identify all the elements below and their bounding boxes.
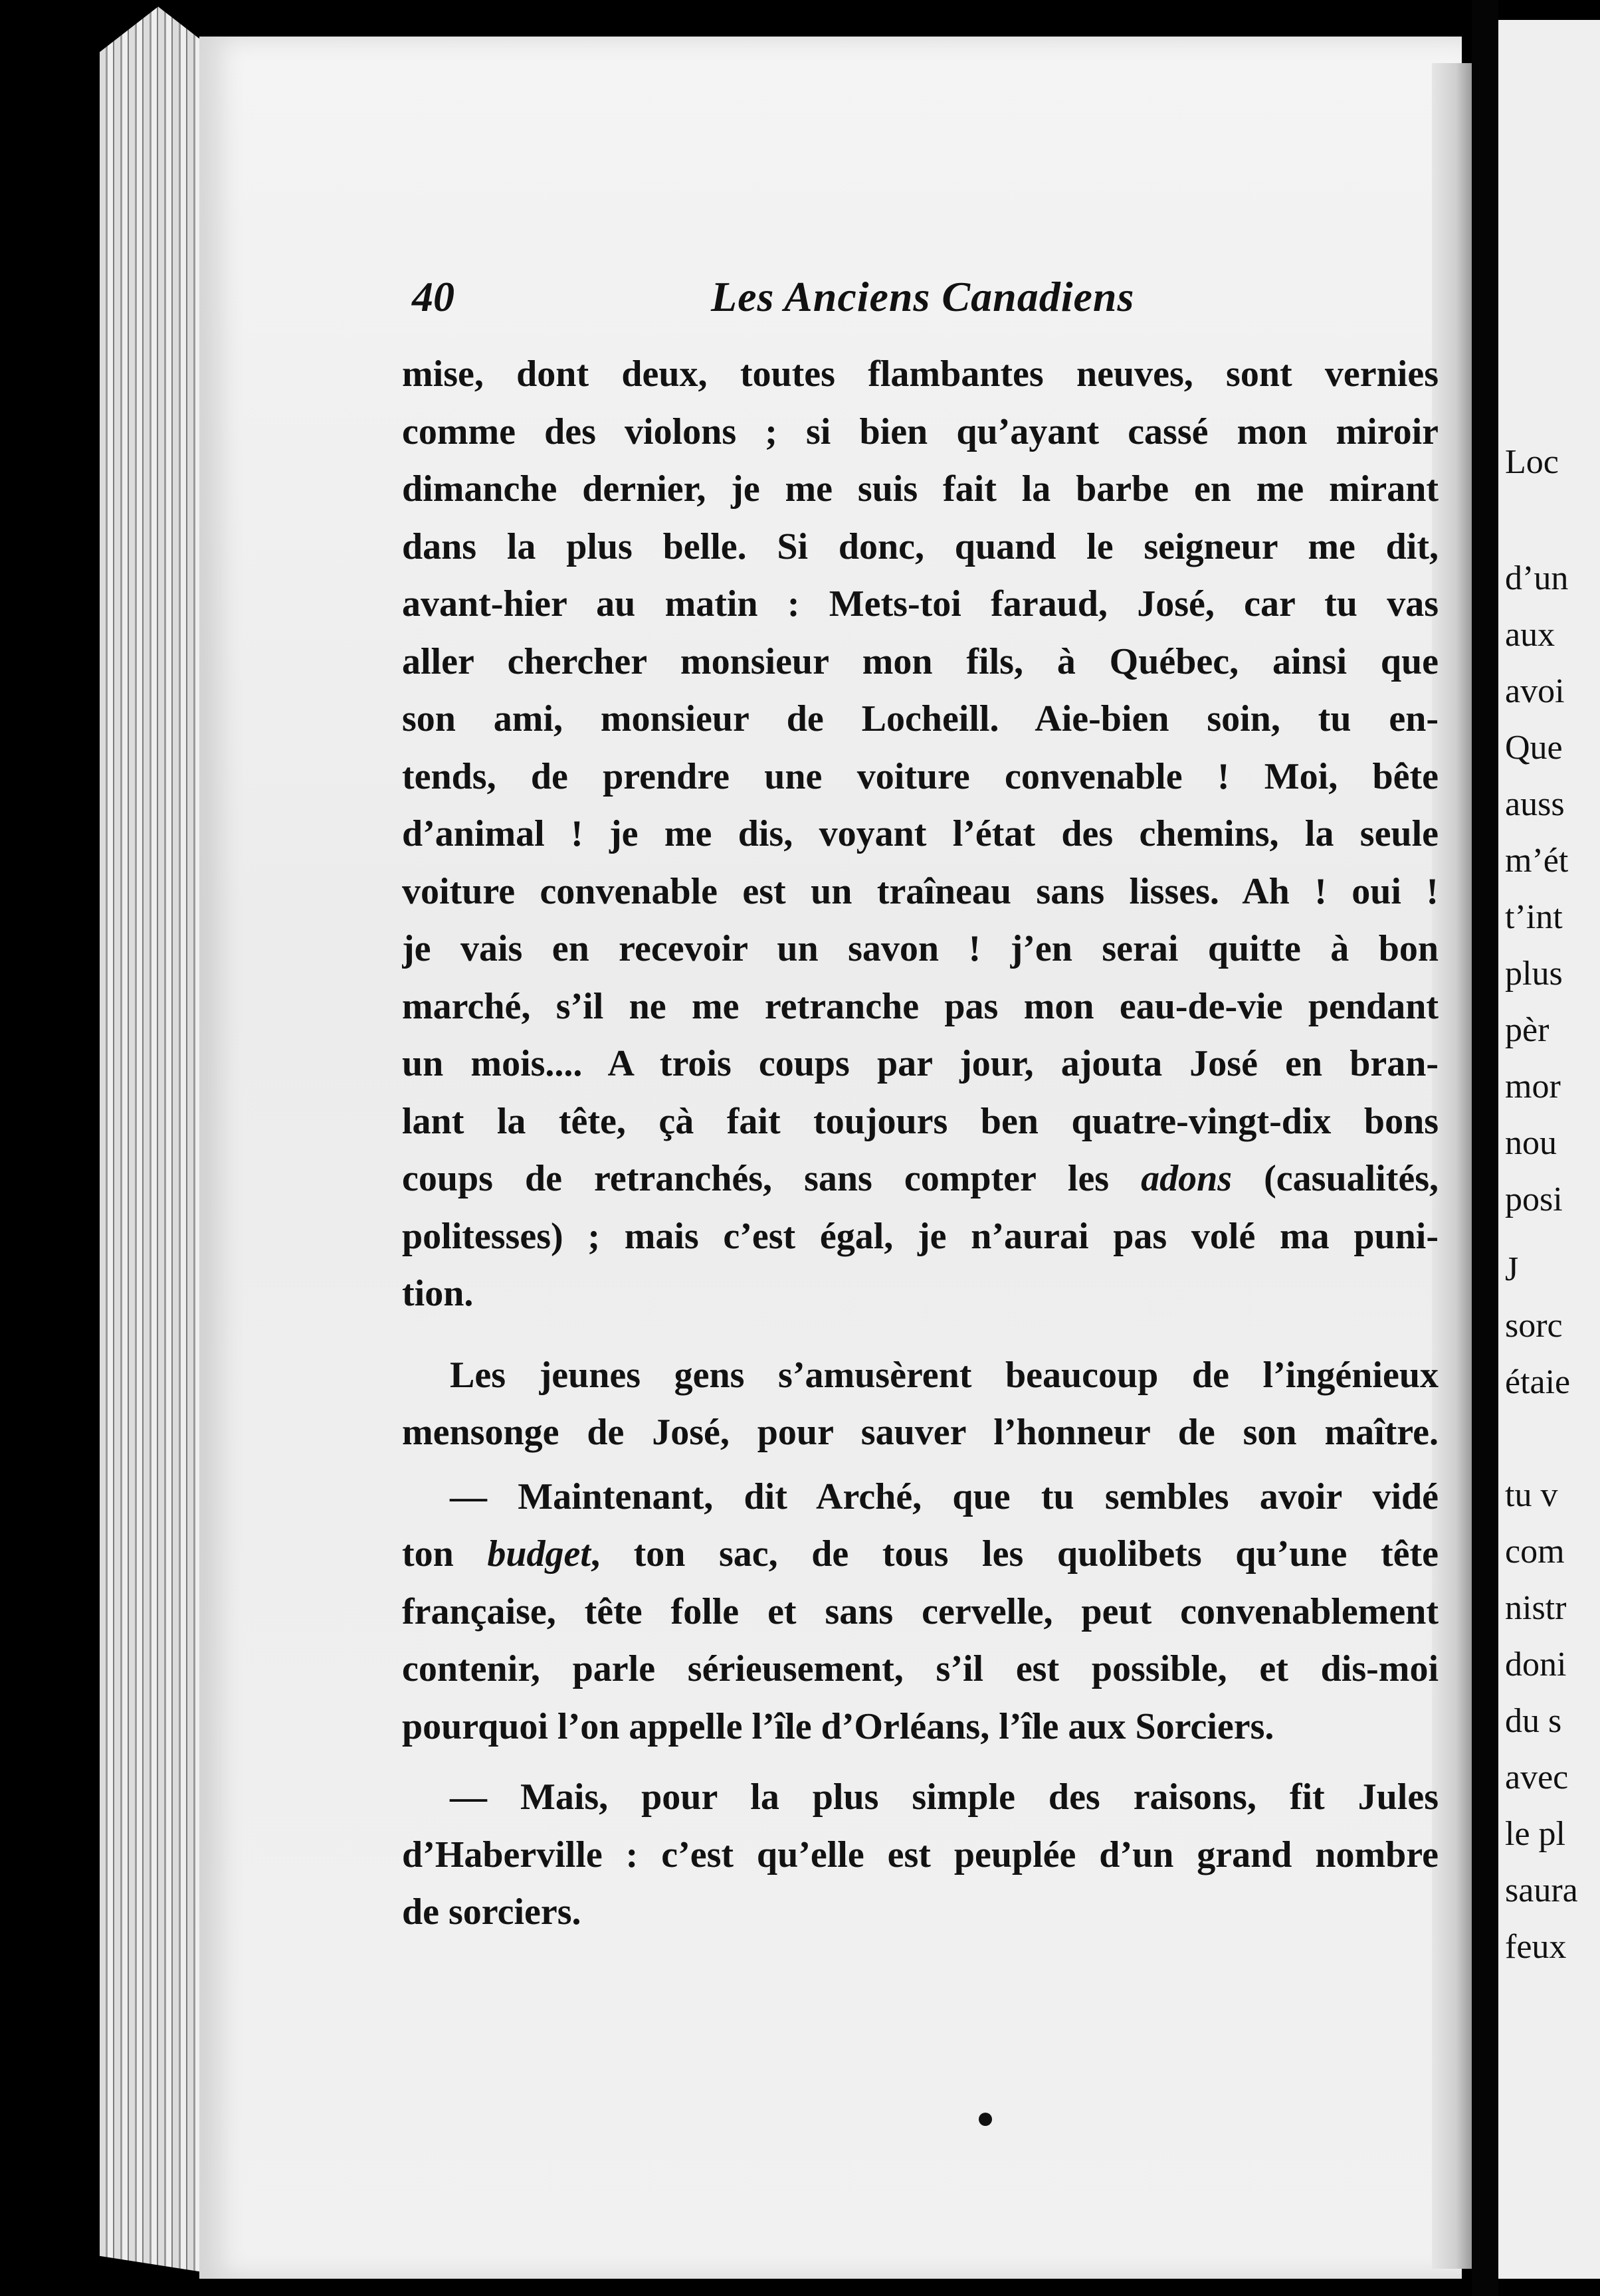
page-number: 40 — [412, 273, 454, 320]
fragment: étaie — [1505, 1363, 1571, 1401]
page-header — [412, 272, 1435, 332]
text-line: je vais en recevoir un savon ! j’en serai quitte à bon — [402, 928, 1439, 969]
text-line: politesses) ; mais c’est égal, je n’aurai pas volé ma puni- — [402, 1215, 1439, 1257]
text-line: dans la plus belle. Si donc, quand le seigneur me dit, — [402, 526, 1439, 567]
text-line: de sorciers. — [402, 1891, 581, 1933]
fragment: pèr — [1505, 1011, 1550, 1049]
running-title: Les Anciens Canadiens — [711, 273, 1135, 320]
text-line: Les jeunes gens s’amusèrent beaucoup de l’ingénieux — [450, 1354, 1439, 1396]
fragment: avoi — [1505, 672, 1565, 710]
book-spine — [1472, 0, 1498, 2296]
fragment: du s — [1505, 1702, 1562, 1740]
fragment: Que — [1505, 729, 1563, 767]
fragment: tu v — [1505, 1476, 1558, 1514]
text-line: marché, s’il ne me retranche pas mon eau-de-vie pendant — [402, 985, 1439, 1027]
text-line: aller chercher monsieur mon fils, à Québec, ainsi que — [402, 640, 1439, 682]
fragment: mor — [1505, 1068, 1561, 1105]
adjacent-page — [1498, 20, 1600, 2279]
fragment: com — [1505, 1533, 1565, 1571]
text-line: son ami, monsieur de Locheill. Aie-bien soin, tu en- — [402, 698, 1439, 739]
text-line: coups de retranchés, sans compter les adons (casualités, — [402, 1158, 1439, 1199]
fragment: t’int — [1505, 898, 1563, 936]
text-line: tends, de prendre une voiture convenable ! Moi, bête — [402, 755, 1439, 797]
text-line: comme des violons ; si bien qu’ayant cassé mon miroir — [402, 411, 1439, 452]
text-line: mensonge de José, pour sauver l’honneur de son maître. — [402, 1412, 1439, 1453]
fragment: feux — [1505, 1928, 1567, 1966]
text-line: mise, dont deux, toutes flambantes neuves, sont vernies — [402, 353, 1439, 395]
fragment: plus — [1505, 955, 1563, 993]
text-line: tion. — [402, 1273, 474, 1314]
fragment: m’ét — [1505, 842, 1569, 880]
fragment: doni — [1505, 1646, 1567, 1683]
text-line: voiture convenable est un traîneau sans lisses. Ah ! oui ! — [402, 870, 1439, 912]
fragment: avec — [1505, 1759, 1569, 1796]
fragment: d’un — [1505, 559, 1569, 597]
fragment: saura — [1505, 1871, 1578, 1909]
text-line: ton budget, ton sac, de tous les quolibets qu’une tête — [402, 1533, 1439, 1575]
text-line: d’animal ! je me dis, voyant l’état des chemins, la seule — [402, 813, 1439, 854]
fragment: le pl — [1505, 1815, 1565, 1853]
text-line: lant la tête, çà fait toujours ben quatre-vingt-dix bons — [402, 1100, 1439, 1142]
body-text — [402, 345, 1439, 1941]
fragment: aux — [1505, 616, 1555, 654]
text-line: française, tête folle et sans cervelle, peut convenablement — [402, 1590, 1439, 1632]
text-line: — Mais, pour la plus simple des raisons, fit Jules — [450, 1776, 1439, 1818]
fragment: posi — [1505, 1181, 1563, 1218]
text-line: un mois.... A trois coups par jour, ajouta José en bran- — [402, 1043, 1439, 1084]
text-line: avant-hier au matin : Mets-toi faraud, José, car tu vas — [402, 583, 1439, 624]
fragment: J — [1505, 1250, 1519, 1288]
ink-spot — [979, 2113, 992, 2126]
text-line: — Maintenant, dit Arché, que tu sembles avoir vidé — [450, 1476, 1439, 1517]
fragment: nistr — [1505, 1589, 1567, 1627]
text-line: contenir, parle sérieusement, s’il est possible, et dis-moi — [402, 1648, 1439, 1689]
text-line: pourquoi l’on appelle l’île d’Orléans, l’île aux Sorciers. — [402, 1705, 1274, 1747]
text-line: d’Haberville : c’est qu’elle est peuplée d’un grand nombre — [402, 1834, 1439, 1875]
text-line: dimanche dernier, je me suis fait la barbe en me mirant — [402, 468, 1439, 510]
fragment: sorc — [1505, 1307, 1563, 1345]
fragment: nou — [1505, 1124, 1557, 1162]
fragment: auss — [1505, 785, 1565, 823]
fragment: Loc — [1505, 443, 1559, 481]
